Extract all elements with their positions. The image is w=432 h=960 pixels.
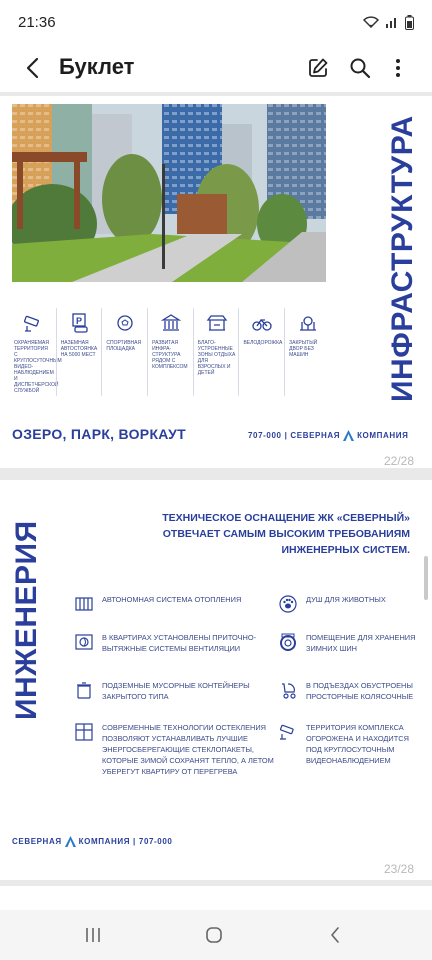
eng-item-text: АВТОНОМНАЯ СИСТЕМА ОТОПЛЕНИЯ [102,595,242,604]
paw-icon [278,594,298,614]
brand-name-right: КОМПАНИЯ [78,837,131,846]
recents-icon [84,926,102,944]
parking-icon [69,312,91,334]
page-separator [0,468,432,480]
eng-item-text: СОВРЕМЕННЫЕ ТЕХНОЛОГИИ ОСТЕКЛЕНИЯ ПОЗВОЛЯЮТ УСТАНАВЛИВАТЬ ЛУЧШИЕ ЭНЕРГОСБЕРЕГАЮЩИЕ СТЕКЛОПАКЕТЫ, КОТОРЫЕ ЗИМОЙ СОХРАНЯТ ТЕПЛО, А ЛЕТОМ УБЕРЕГУТ КВАРТИРУ ОТ ПЕРЕГРЕВА [102,723,274,776]
section-title-infrastructure: ИНФРАСТРУКТУРА [386,115,419,402]
brand-name-right: КОМПАНИЯ [357,431,409,440]
brand-logo: СЕВЕРНАЯ КОМПАНИЯ | 707-000 [12,837,173,846]
search-icon [349,57,371,79]
infra-item-recreation [193,308,239,396]
page-title: Буклет [59,54,135,79]
brand-name-left: СЕВЕРНАЯ [12,837,62,846]
infra-label: ЗАКРЫТЫЙ ДВОР БЕЗ МАШИН [289,340,318,358]
stroller-icon [278,680,298,700]
booklet-page-22[interactable] [0,96,432,468]
cctv-icon [22,312,44,334]
edit-button[interactable] [300,50,336,86]
eng-item-video-surveillance [278,722,418,766]
eng-item-stroller-room [278,680,418,702]
infrastructure-icons-row [10,308,330,396]
svg-text:P: P [75,316,82,326]
infra-label: РАЗВИТАЯ ИНФРА-СТРУКТУРА РЯДОМ С КОМПЛЕКСОМ [152,340,188,370]
home-icon [205,926,223,944]
camera-icon [278,722,298,742]
status-bar [0,0,432,44]
infra-item-bike-path [238,308,284,396]
eng-item-text: ПОМЕЩЕНИЕ ДЛЯ ХРАНЕНИЯ ЗИМНИХ ШИН [306,633,416,653]
infra-label: ВЕЛОДОРОЖКА [243,340,283,346]
slogan: ОЗЕРО, ПАРК, ВОРКАУТ [12,426,187,442]
eng-item-text: ПОДЗЕМНЫЕ МУСОРНЫЕ КОНТЕЙНЕРЫ ЗАКРЫТОГО ТИПА [102,681,250,701]
eng-item-text: ТЕРРИТОРИЯ КОМПЛЕКСА ОГОРОЖЕНА И НАХОДИТСЯ ПОД КРУГЛОСУТОЧНЫМ ВИДЕОНАБЛЮДЕНИЕМ [306,723,409,765]
eng-item-tire-storage [278,632,418,654]
infra-item-car-free-yard [284,308,330,396]
eng-item-ventilation [74,632,264,654]
back-button[interactable] [14,50,50,86]
brand-logo: 707-000 | СЕВЕРНАЯ КОМПАНИЯ [248,431,409,440]
edit-icon [307,57,329,79]
pavilion-icon [206,312,228,334]
page-number: 22/28 [384,454,415,468]
recents-button[interactable] [80,922,106,948]
brand-mark-icon [343,430,354,441]
ball-icon [114,312,136,334]
ventilation-icon [74,632,94,652]
eng-item-pet-shower [278,594,418,614]
page-separator [0,880,432,886]
back-arrow-icon [25,57,39,79]
status-icons [363,15,414,30]
infra-item-infrastructure [147,308,193,396]
infra-label: СПОРТИВНАЯ ПЛОЩАДКА [106,340,142,352]
infra-item-parking [56,308,102,396]
back-nav-icon [329,926,341,944]
brand-phone: 707-000 [138,837,173,846]
system-nav-bar [0,910,432,960]
section-title-engineering: ИНЖЕНЕРИЯ [10,520,43,720]
eng-item-text: В КВАРТИРАХ УСТАНОВЛЕНЫ ПРИТОЧНО-ВЫТЯЖНЫЕ СИСТЕМЫ ВЕНТИЛЯЦИИ [102,633,257,653]
eng-item-waste-containers [74,680,264,702]
infra-item-security [10,308,62,396]
infra-label: ОХРАНЯЕМАЯ ТЕРРИТОРИЯ С КРУГЛОСУТОЧНЫМ ВИДЕО-НАБЛЮДЕНИЕМ И ДИСПЕТЧЕРСКОЙ СЛУЖБОЙ [14,340,62,394]
brand-mark-icon [65,836,76,847]
eng-item-glazing [74,722,274,777]
radiator-icon [74,594,94,614]
brand-name-left: СЕВЕРНАЯ [290,431,341,440]
courtyard-photo [12,104,326,282]
app-bar [0,44,432,92]
bicycle-icon [251,312,273,334]
window-icon [74,722,94,742]
more-options-button[interactable] [380,50,416,86]
booklet-page-23[interactable] [0,480,432,880]
signal-icon [385,15,399,29]
infra-item-sports [101,308,147,396]
eng-item-heating [74,594,264,614]
infra-label: БЛАГО-УСТРОЕННЫЕ ЗОНЫ ОТДЫХА ДЛЯ ВЗРОСЛЫХ И ДЕТЕЙ [197,340,236,376]
page-number: 23/28 [384,862,415,876]
back-nav-button[interactable] [322,922,348,948]
eng-item-text: В ПОДЪЕЗДАХ ОБУСТРОЕНЫ ПРОСТОРНЫЕ КОЛЯСОЧНЫЕ [306,681,414,701]
yard-icon [297,312,319,334]
scrollbar-thumb[interactable] [424,556,428,600]
search-button[interactable] [342,50,378,86]
eng-item-text: ДУШ ДЛЯ ЖИВОТНЫХ [306,595,386,604]
building-icon [160,312,182,334]
status-time: 21:36 [18,13,56,31]
home-button[interactable] [201,922,227,948]
more-icon [395,58,401,78]
engineering-heading: ТЕХНИЧЕСКОЕ ОСНАЩЕНИЕ ЖК «СЕВЕРНЫЙ» ОТВЕЧАЕТ САМЫМ ВЫСОКИМ ТРЕБОВАНИЯМ ИНЖЕНЕРНЫХ СИСТЕМ. [162,512,410,556]
trash-bin-icon [74,680,94,700]
brand-phone: 707-000 [248,431,282,440]
battery-icon [405,15,414,30]
infra-label: НАЗЕМНАЯ АВТОСТОЯНКА НА 5000 МЕСТ [60,340,98,358]
tire-icon [278,632,298,652]
wifi-icon [363,15,379,29]
